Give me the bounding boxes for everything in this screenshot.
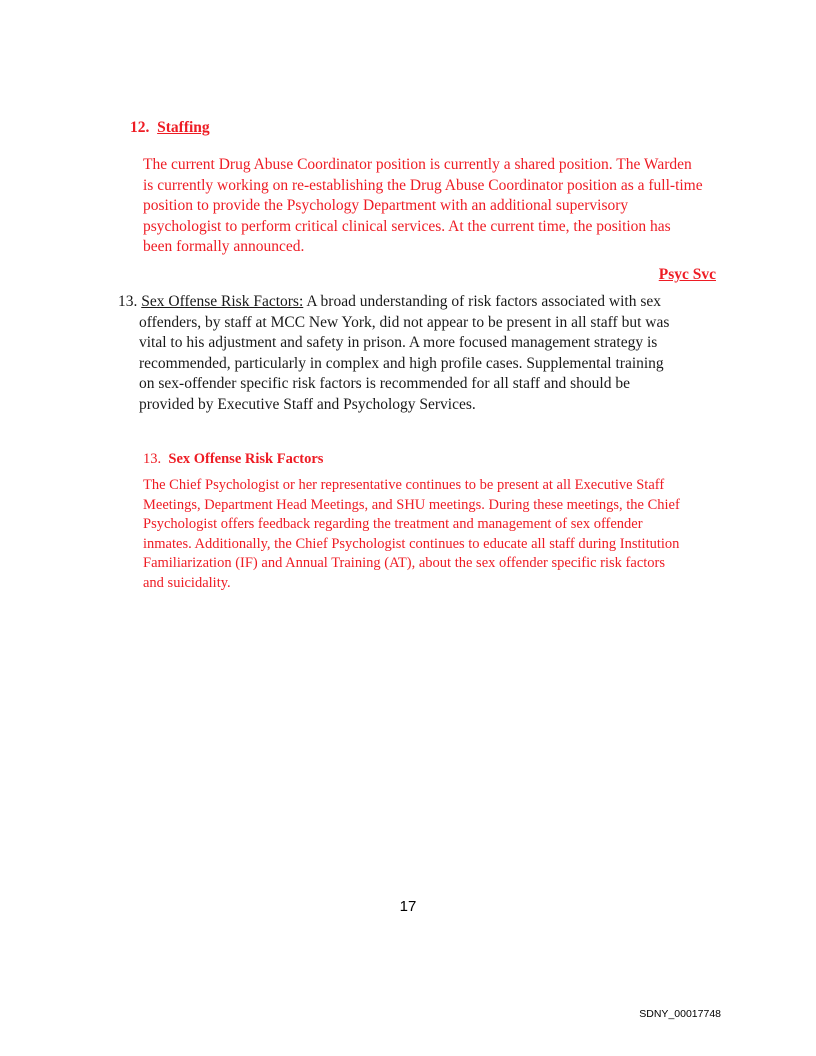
response-13-body: The Chief Psychologist or her representative continues to be present at all Executive Staff Meetings, Department Head Meetings, and SHU meetings. During these meetings, the Chief Psychologist offers feedback regarding the treatment and management of sex offender inmates. Additionally, the Chief Psychologist continues to educate all staff during Institution Familiarization (IF) and Annual Training (AT), about the sex offender specific risk factors and suicidality. — [143, 477, 680, 591]
response-13-number: 13. — [143, 451, 162, 467]
page-number: 17 — [399, 898, 417, 915]
section-12-body: The current Drug Abuse Coordinator position is currently a shared position. The Warden is currently working on re-establishing the Drug Abuse Coordinator position as a full-time position to provide the Psychology Department with an additional supervisory psychologist to perform critical clinical services. At the current time, the position has been formally announced. — [143, 156, 703, 255]
section-12-title: Staffing — [157, 119, 210, 136]
responsible-dept-tag: Psyc Svc — [658, 266, 716, 283]
finding-13 — [118, 292, 678, 415]
response-13-heading — [143, 451, 323, 468]
section-12-heading — [130, 119, 210, 137]
response-13-title: Sex Offense Risk Factors — [168, 451, 324, 467]
finding-13-number: 13. — [118, 293, 138, 310]
bates-number: SDNY_00017748 — [639, 1008, 721, 1020]
section-12-number: 12. — [130, 119, 150, 136]
finding-13-body: A broad understanding of risk factors associated with sex offenders, by staff at MCC New York, did not appear to be present in all staff but was vital to his adjustment and safety in prison. A more focused management strategy is recommended, particularly in complex and high profile cases. Supplemental training on sex-offender specific risk factors is recommended for all staff and should be provided by Executive Staff and Psychology Services. — [139, 293, 670, 413]
finding-13-title: Sex Offense Risk Factors: — [141, 293, 304, 310]
